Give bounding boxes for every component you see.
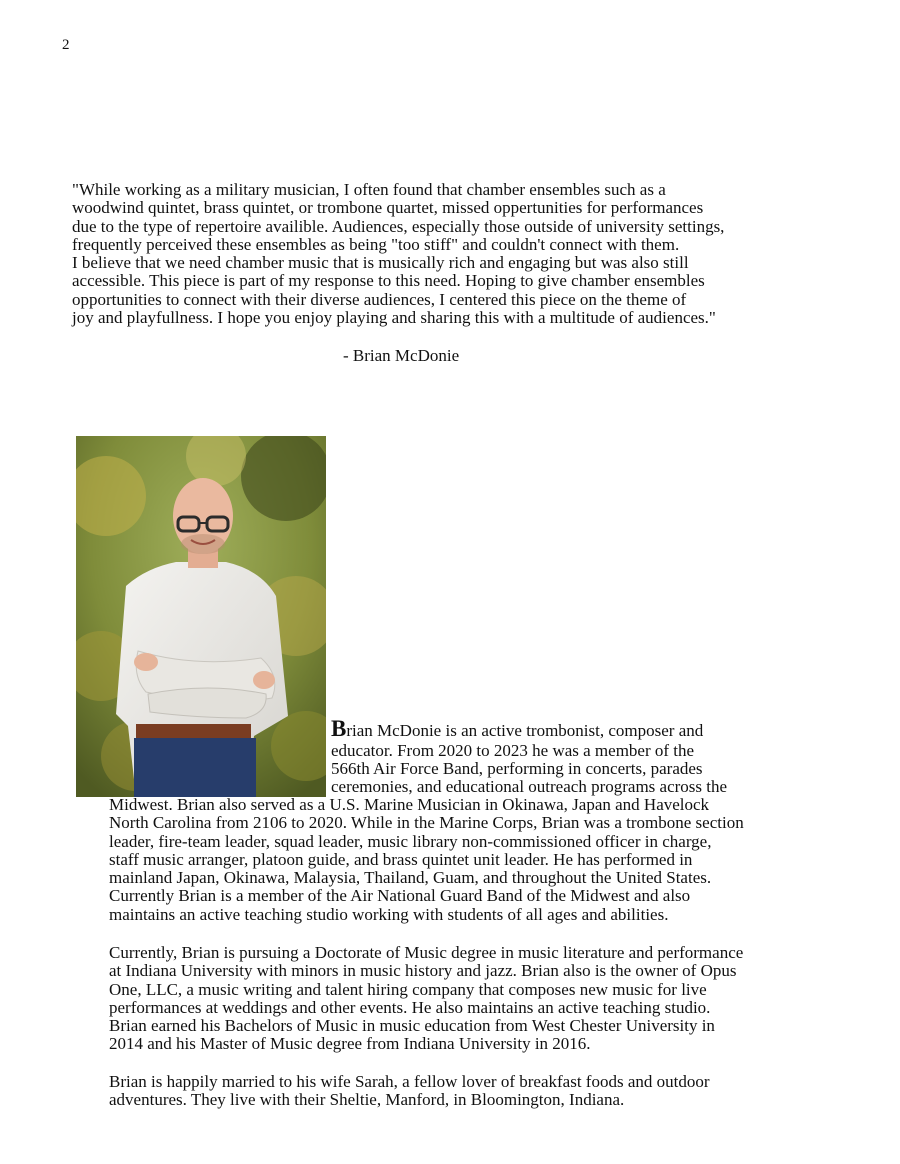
bio-line-text: rian McDonie is an active trombonist, composer and	[346, 721, 704, 740]
bio-line: performances at weddings and other events. He also maintains an active teaching studio.	[109, 997, 711, 1017]
bio-line: Brian earned his Bachelors of Music in music education from West Chester University in	[109, 1016, 715, 1036]
bio-line: North Carolina from 2106 to 2020. While in the Marine Corps, Brian was a trombone section	[109, 813, 744, 833]
bio-line: maintains an active teaching studio working with students of all ages and abilities.	[109, 904, 669, 924]
bio-wrapped-line: ceremonies, and educational outreach programs across the	[331, 777, 728, 796]
bio-line: One, LLC, a music writing and talent hiring company that composes new music for live	[109, 979, 707, 999]
quote-line: accessible. This piece is part of my response to this need. Hoping to give chamber ensembles	[72, 271, 705, 291]
bio-line: Currently, Brian is pursuing a Doctorate of Music degree in music literature and performance	[109, 943, 744, 962]
quote-line: due to the type of repertoire availible. Audiences, especially those outside of university settings,	[72, 216, 725, 236]
quote-line: opportunities to connect with their diverse audiences, I centered this piece on the theme of	[72, 289, 687, 309]
bio-line: staff music arranger, platoon guide, and brass quintet unit leader. He has performed in	[109, 849, 693, 869]
quote-line: woodwind quintet, brass quintet, or trombone quartet, missed oppertunities for performances	[72, 198, 704, 218]
bio-line: leader, fire-team leader, squad leader, music library non-commissioned officer in charge,	[109, 831, 712, 851]
portrait-illustration	[76, 436, 326, 797]
quote-attribution: - Brian McDonie	[343, 346, 460, 365]
bio-dropcap: B	[331, 716, 347, 741]
quote-line: joy and playfullness. I hope you enjoy playing and sharing this with a multitude of audiences."	[72, 308, 716, 328]
bio-line: 2014 and his Master of Music degree from Indiana University in 2016.	[109, 1034, 591, 1054]
bio-line: at Indiana University with minors in music history and jazz. Brian also is the owner of Opus	[109, 961, 737, 981]
bio-wrapped-line: educator. From 2020 to 2023 he was a member of the	[331, 741, 695, 760]
bio-first-line	[331, 716, 704, 741]
page-number: 2	[62, 37, 70, 53]
bio-line: Midwest. Brian also served as a U.S. Marine Musician in Okinawa, Japan and Havelock	[109, 795, 710, 814]
quote-line: frequently perceived these ensembles as being "too stiff" and couldn't connect with them.	[72, 234, 680, 254]
quote-line: I believe that we need chamber music that is musically rich and engaging but was also still	[72, 253, 689, 273]
bio-wrapped-line: 566th Air Force Band, performing in concerts, parades	[331, 759, 703, 778]
quote-block	[72, 181, 792, 327]
quote-line: "While working as a military musician, I often found that chamber ensembles such as a	[72, 180, 666, 199]
bio-paragraph-1	[109, 796, 809, 924]
bio-paragraph-3	[109, 1073, 809, 1110]
author-portrait-photo	[76, 436, 326, 797]
bio-line: mainland Japan, Okinawa, Malaysia, Thailand, Guam, and throughout the United States.	[109, 868, 712, 888]
bio-line: Brian is happily married to his wife Sarah, a fellow lover of breakfast foods and outdoor	[109, 1072, 710, 1091]
bio-paragraph-2	[109, 944, 809, 1054]
bio-line: Currently Brian is a member of the Air National Guard Band of the Midwest and also	[109, 886, 691, 906]
bio-line: adventures. They live with their Sheltie, Manford, in Bloomington, Indiana.	[109, 1090, 625, 1110]
